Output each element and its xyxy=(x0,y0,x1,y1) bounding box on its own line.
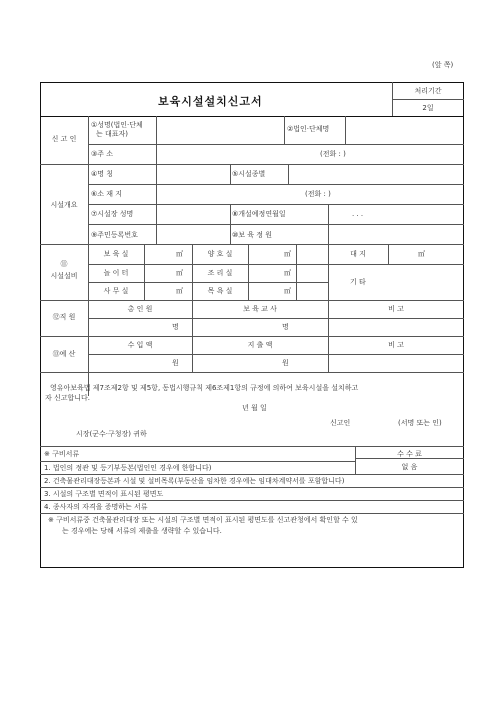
divider xyxy=(345,116,346,144)
name-label-cont: 는 대표자) xyxy=(96,130,129,138)
divider xyxy=(40,474,464,475)
staff-remarks-header: 비 고 xyxy=(388,305,404,313)
fee-label: 수 수 료 xyxy=(397,450,422,458)
facility-name-label: ④명 칭 xyxy=(91,170,114,178)
divider xyxy=(248,244,249,300)
divider xyxy=(156,164,157,184)
declaration-date: 년 월 일 xyxy=(242,404,267,412)
budget-section-label: ⑬예 산 xyxy=(52,350,76,358)
divider xyxy=(88,204,464,205)
divider xyxy=(288,164,289,184)
facility-phone-label: (전화 : ) xyxy=(305,190,331,198)
budget-remarks-header: 비 고 xyxy=(388,341,404,349)
expense-header: 지 출 액 xyxy=(247,341,273,349)
facility-name-field[interactable] xyxy=(160,167,228,181)
location-label: ⑥소 재 지 xyxy=(91,190,123,198)
form-title: 보육시설설치신고서 xyxy=(158,95,263,108)
staff-unit: 명 xyxy=(282,323,289,331)
divider xyxy=(296,244,297,300)
divider xyxy=(284,116,285,144)
processing-period-label: 처리기간 xyxy=(414,87,442,95)
document-item: 1. 법인의 정관 및 등기부등본(법인인 경우에 한합니다) xyxy=(44,464,212,472)
facilities-section-number: ⑪ xyxy=(60,260,68,268)
divider xyxy=(40,461,355,462)
page-side-label: (앞 쪽) xyxy=(432,61,454,69)
divider xyxy=(40,300,464,301)
reporter-section-label: 신 고 인 xyxy=(51,135,77,143)
divider xyxy=(156,116,157,144)
divider xyxy=(388,244,389,264)
divider xyxy=(355,458,464,459)
divider xyxy=(40,116,464,117)
divider xyxy=(156,144,157,164)
document-item: 2. 건축물관리대장등본과 시설 및 설비목록(부동산을 임차한 경우에는 임대차계약서를 포함합니다) xyxy=(44,477,345,485)
resident-id-label: ⑨주민등록번호 xyxy=(91,231,138,239)
facility-type-field[interactable] xyxy=(292,167,458,181)
divider xyxy=(40,336,464,337)
facilities-section-label: 시설설비 xyxy=(50,272,78,280)
divider xyxy=(40,244,464,245)
head-name-field[interactable] xyxy=(160,207,228,221)
divider xyxy=(88,264,328,265)
documents-header: ※ 구비서류 xyxy=(44,450,80,458)
documents-note: ※ 구비서류중 건축물관리대장 또는 시설의 구조별 면적이 표시된 평면도를 신고관청에서 확인할 수 있 xyxy=(48,516,358,524)
divider xyxy=(328,264,464,265)
divider xyxy=(88,354,464,355)
divider xyxy=(40,513,464,514)
divider xyxy=(40,164,464,165)
facility-type-label: ⑤시설종별 xyxy=(232,170,266,178)
budget-unit: 원 xyxy=(282,359,289,367)
recipient-label: 시장(군수·구청장) 귀하 xyxy=(76,430,147,438)
capacity-label: ⑩보 육 정 원 xyxy=(232,231,272,239)
divider xyxy=(88,144,464,145)
area-unit: ㎡ xyxy=(176,250,183,258)
divider xyxy=(144,244,145,300)
area-unit: ㎡ xyxy=(284,250,291,258)
divider xyxy=(40,487,464,488)
processing-period-value: 2일 xyxy=(422,104,434,112)
divider xyxy=(40,500,464,501)
documents-note-cont: 는 경우에는 당해 서류의 제출을 생략할 수 있습니다. xyxy=(62,527,222,535)
divider xyxy=(88,224,464,225)
head-name-label: ⑦시설장 성명 xyxy=(91,210,134,218)
area-unit: ㎡ xyxy=(284,269,291,277)
fee-value: 없 음 xyxy=(401,463,418,471)
name-label: ①성명(법인·단체 xyxy=(91,121,143,129)
area-unit: ㎡ xyxy=(176,269,183,277)
document-item: 3. 시설의 구조별 면적이 표시된 평면도 xyxy=(44,490,164,498)
divider xyxy=(88,282,328,283)
signer-label: 신고인 xyxy=(330,419,351,427)
teachers-header: 보 육 교 사 xyxy=(243,305,277,313)
corp-label: ②법인·단체명 xyxy=(287,125,330,133)
divider xyxy=(40,372,464,373)
divider xyxy=(88,318,464,319)
reporter-phone-label: (전화 : ) xyxy=(320,150,346,158)
site-label: 대 지 xyxy=(350,250,366,258)
kitchen-label: 조 리 실 xyxy=(207,269,233,277)
name-field[interactable] xyxy=(160,120,280,140)
staff-section-label: ⑫직 원 xyxy=(52,313,76,321)
corp-field[interactable] xyxy=(349,120,459,140)
sign-note: (서명 또는 인) xyxy=(398,419,442,427)
other-label: 기 타 xyxy=(350,278,366,286)
area-unit: ㎡ xyxy=(284,287,291,295)
bathroom-label: 목 욕 실 xyxy=(207,287,233,295)
open-date-label: ⑧개설예정연월일 xyxy=(232,210,286,218)
divider xyxy=(88,184,464,185)
declaration-text: 영유아보육법 제7조제2항 및 제5항, 동법시행규칙 제6조제1항의 규정에 의하여 보육시설을 설치하고 xyxy=(50,384,359,392)
divider xyxy=(230,164,231,184)
area-unit: ㎡ xyxy=(418,250,425,258)
open-date-field[interactable]: . . . xyxy=(352,210,364,218)
location-field[interactable] xyxy=(160,187,300,201)
address-field[interactable] xyxy=(160,147,310,161)
declaration-text-cont: 자 신고합니다. xyxy=(45,394,91,402)
resident-id-field[interactable] xyxy=(160,227,228,241)
capacity-field[interactable] xyxy=(332,227,458,241)
address-label: ③주 소 xyxy=(91,150,114,158)
budget-unit: 원 xyxy=(172,359,179,367)
overview-section-label: 시설개요 xyxy=(50,201,78,209)
nursery-room-label: 보 육 실 xyxy=(103,250,129,258)
signature-field[interactable] xyxy=(360,416,396,428)
total-staff-header: 총 인 원 xyxy=(127,305,153,313)
divider xyxy=(392,99,464,100)
staff-unit: 명 xyxy=(172,323,179,331)
playground-label: 놀 이 터 xyxy=(103,269,129,277)
infirmary-label: 양 호 실 xyxy=(207,250,233,258)
divider xyxy=(40,446,464,447)
income-header: 수 입 액 xyxy=(127,341,153,349)
office-label: 사 무 실 xyxy=(103,287,129,295)
divider xyxy=(156,184,157,204)
document-item: 4. 종사자의 자격을 증명하는 서류 xyxy=(44,503,148,511)
area-unit: ㎡ xyxy=(176,287,183,295)
